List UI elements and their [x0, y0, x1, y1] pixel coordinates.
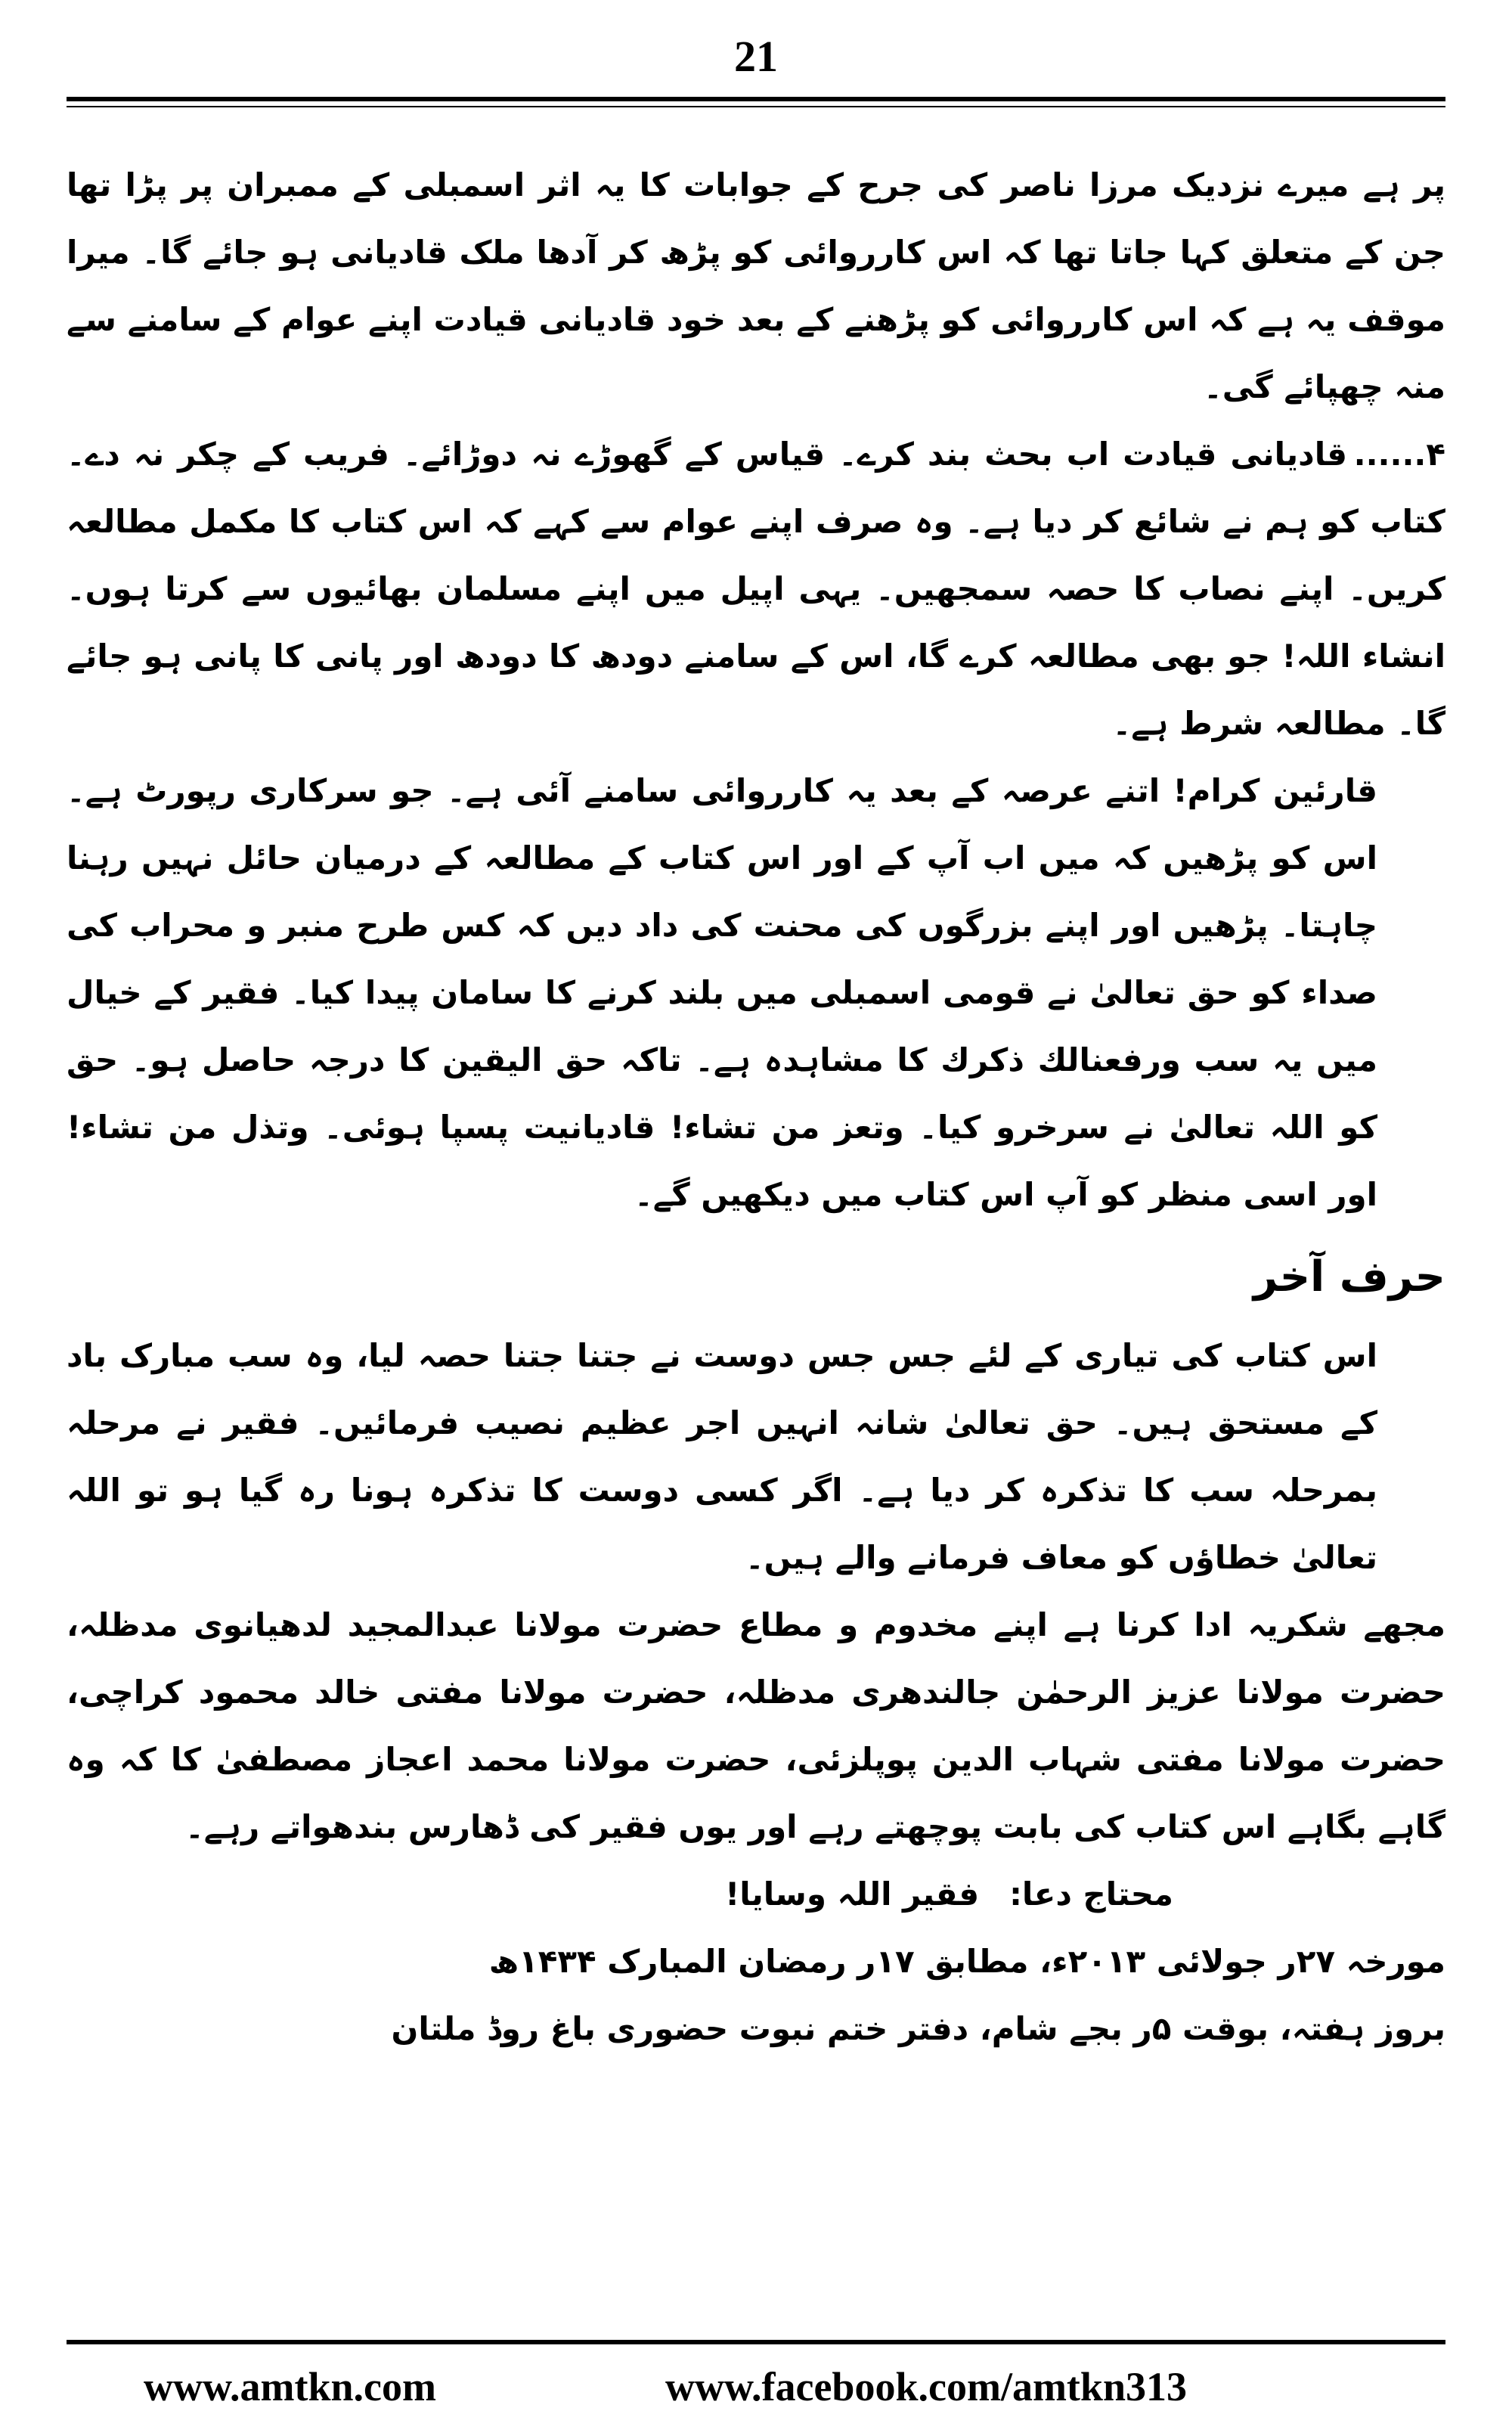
paragraph-2-text: قادیانی قیادت اب بحث بند کرے۔ قیاس کے گھوڑے نہ دوڑائے۔ فریب کے چکر نہ دے۔ کتاب کو ہم نے شائع کر دیا ہے۔ وہ صرف اپنے عوام سے کہے کہ اس کتاب کا مکمل مطالعہ کریں۔ اپنے نصاب کا حصہ سمجھیں۔ یہی اپیل میں اپنے مسلمان بھائیوں سے کرتا ہوں۔ انشاء اللہ! جو بھی مطالعہ کرے گا، اس کے سامنے دودھ کا دودھ اور پانی کا پانی ہو جائے گا۔ مطالعہ شرط ہے۔	[67, 436, 1445, 742]
header-rule-top	[67, 97, 1445, 101]
paragraph-2	[67, 420, 1445, 757]
paragraph-3: قارئین کرام! اتنے عرصہ کے بعد یہ کارروائی سامنے آئی ہے۔ جو سرکاری رپورٹ ہے۔ اس کو پڑھیں کہ میں اب آپ کے اور اس کتاب کے مطالعہ کے درمیان حائل نہیں رہنا چاہتا۔ پڑھیں اور اپنے بزرگوں کی محنت کی داد دیں کہ کس طرح منبر و محراب کی صداء کو حق تعالیٰ نے قومی اسمبلی میں بلند کرنے کا سامان پیدا کیا۔ فقیر کے خیال میں یہ سب ورفعنالك ذكرك کا مشاہدہ ہے۔ تاکہ حق الیقین کا درجہ حاصل ہو۔ حق کو اللہ تعالیٰ نے سرخرو کیا۔ وتعز من تشاء! قادیانیت پسپا ہوئی۔ وتذل من تشاء! اور اسی منظر کو آپ اس کتاب میں دیکھیں گے۔	[67, 772, 1377, 1213]
paragraph-5: مجھے شکریہ ادا کرنا ہے اپنے مخدوم و مطاع حضرت مولانا عبدالمجید لدھیانوی مدظلہ، حضرت مولانا عزیز الرحمٰن جالندھری مدظلہ، حضرت مولانا مفتی خالد محمود کراچی، حضرت مولانا مفتی شہاب الدین پوپلزئی، حضرت مولانا محمد اعجاز مصطفیٰ کا کہ وہ گاہے بگاہے اس کتاب کی بابت پوچھتے رہے اور یوں فقیر کی ڈھارس بندھواتے رہے۔	[67, 1606, 1445, 1845]
page-number: 21	[734, 32, 778, 81]
signature-label: محتاج دعا:	[1009, 1876, 1173, 1913]
paragraph-1: پر ہے میرے نزدیک مرزا ناصر کی جرح کے جوابات کا یہ اثر اسمبلی کے ممبران پر پڑا تھا جن کے متعلق کہا جاتا تھا کہ اس کارروائی کو پڑھ کر آدھا ملک قادیانی ہو جائے گا۔ میرا موقف یہ ہے کہ اس کارروائی کو پڑھنے کے بعد خود قادیانی قیادت اپنے عوام کے سامنے سے منہ چھپائے گی۔	[67, 166, 1445, 405]
signature-name: فقیر اللہ وسایا!	[725, 1876, 980, 1913]
footer-facebook-link[interactable]: www.facebook.com/amtkn313	[665, 2364, 1187, 2409]
date-line-1: مورخہ ۲۷ر جولائی ۲۰۱۳ء، مطابق ۱۷ر رمضان المبارک ۱۴۳۴ھ	[488, 1943, 1445, 1980]
section-heading: حرف آخر	[1253, 1252, 1445, 1302]
header-rule-bottom	[67, 106, 1445, 107]
paragraph-2-number: ۴......	[1353, 436, 1445, 473]
date-line-2: بروز ہفتہ، بوقت ۵ر بجے شام، دفتر ختم نبوت حضوری باغ روڈ ملتان	[391, 2010, 1445, 2047]
signature-line	[67, 1860, 1445, 1928]
footer-rule	[67, 2340, 1445, 2344]
paragraph-4: اس کتاب کی تیاری کے لئے جس جس دوست نے جتنا جتنا حصہ لیا، وہ سب مبارک باد کے مستحق ہیں۔ حق تعالیٰ شانہ انہیں اجر عظیم نصیب فرمائیں۔ فقیر نے مرحلہ بمرحلہ سب کا تذکرہ کر دیا ہے۔ اگر کسی دوست کا تذکرہ ہونا رہ گیا ہو تو اللہ تعالیٰ خطاؤں کو معاف فرمانے والے ہیں۔	[67, 1337, 1377, 1576]
page-body	[67, 151, 1445, 2062]
footer-website-link[interactable]: www.amtkn.com	[144, 2364, 436, 2409]
